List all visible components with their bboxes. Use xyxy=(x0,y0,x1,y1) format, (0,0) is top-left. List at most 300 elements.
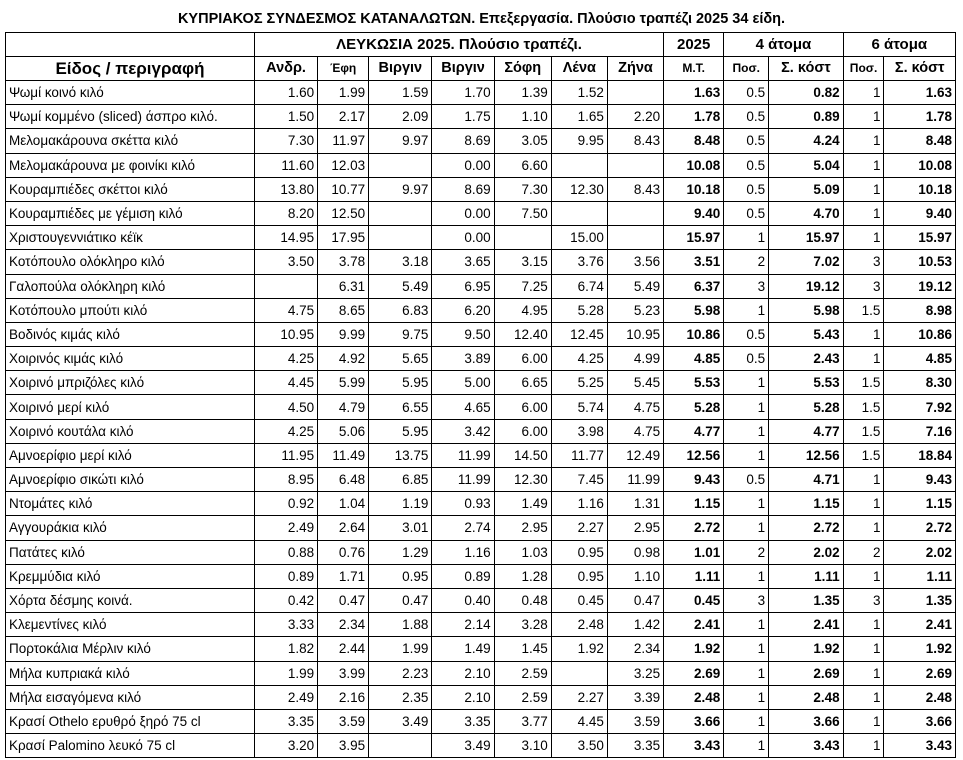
cell-zina xyxy=(607,201,663,225)
cell-qty6: 1.5 xyxy=(843,298,884,322)
cell-qty6: 1 xyxy=(843,685,884,709)
cell-virgin1: 3.49 xyxy=(369,709,432,733)
cell-item: Αμνοερίφιο σικώτι κιλό xyxy=(6,468,255,492)
cell-virgin2: 3.49 xyxy=(432,734,494,758)
cell-zina: 0.47 xyxy=(607,588,663,612)
cell-qty4: 1 xyxy=(724,685,769,709)
header-row-columns xyxy=(6,57,956,81)
cell-lena: 3.76 xyxy=(551,250,607,274)
header-group-6: 6 άτομα xyxy=(843,33,955,57)
cell-sofi: 7.50 xyxy=(494,201,551,225)
cell-zina: 5.23 xyxy=(607,298,663,322)
cell-virgin2: 9.50 xyxy=(432,322,494,346)
table-row xyxy=(6,371,956,395)
cell-lena: 5.28 xyxy=(551,298,607,322)
cell-qty4: 0.5 xyxy=(724,201,769,225)
cell-zina: 0.98 xyxy=(607,540,663,564)
cell-andr: 3.20 xyxy=(254,734,317,758)
cell-sofi: 14.50 xyxy=(494,443,551,467)
cell-cost6: 8.48 xyxy=(884,129,956,153)
cell-andr: 1.60 xyxy=(254,81,317,105)
cell-qty4: 1 xyxy=(724,637,769,661)
cell-zina: 5.49 xyxy=(607,274,663,298)
cell-qty4: 1 xyxy=(724,516,769,540)
cell-zina: 3.35 xyxy=(607,734,663,758)
cell-mt: 6.37 xyxy=(664,274,724,298)
cell-cost4: 4.77 xyxy=(769,419,843,443)
cell-sofi: 2.95 xyxy=(494,516,551,540)
cell-virgin1: 3.01 xyxy=(369,516,432,540)
cell-qty4: 1 xyxy=(724,661,769,685)
cell-qty4: 0.5 xyxy=(724,153,769,177)
cell-andr: 0.89 xyxy=(254,564,317,588)
cell-lena: 11.77 xyxy=(551,443,607,467)
cell-item: Χοιρινό μερί κιλό xyxy=(6,395,255,419)
cell-cost4: 0.89 xyxy=(769,105,843,129)
cell-item: Χόρτα δέσμης κοινά. xyxy=(6,588,255,612)
cell-virgin1: 2.09 xyxy=(369,105,432,129)
cell-virgin2: 2.14 xyxy=(432,613,494,637)
cell-lena: 2.48 xyxy=(551,613,607,637)
cell-sofi: 7.30 xyxy=(494,177,551,201)
cell-andr: 2.49 xyxy=(254,685,317,709)
cell-cost4: 19.12 xyxy=(769,274,843,298)
cell-cost6: 4.85 xyxy=(884,347,956,371)
cell-efi: 8.65 xyxy=(318,298,369,322)
cell-virgin2: 4.65 xyxy=(432,395,494,419)
cell-andr: 3.50 xyxy=(254,250,317,274)
cell-mt: 10.86 xyxy=(664,322,724,346)
cell-sofi: 6.60 xyxy=(494,153,551,177)
cell-virgin2: 1.75 xyxy=(432,105,494,129)
header-year: 2025 xyxy=(664,33,724,57)
cell-qty4: 1 xyxy=(724,613,769,637)
cell-zina: 2.20 xyxy=(607,105,663,129)
cell-cost6: 8.98 xyxy=(884,298,956,322)
cell-mt: 5.98 xyxy=(664,298,724,322)
table-row xyxy=(6,250,956,274)
cell-cost6: 1.35 xyxy=(884,588,956,612)
cell-andr: 0.88 xyxy=(254,540,317,564)
cell-andr: 14.95 xyxy=(254,226,317,250)
cell-cost6: 10.18 xyxy=(884,177,956,201)
cell-cost4: 15.97 xyxy=(769,226,843,250)
table-row xyxy=(6,395,956,419)
cell-mt: 0.45 xyxy=(664,588,724,612)
cell-virgin2: 2.10 xyxy=(432,685,494,709)
cell-efi: 4.92 xyxy=(318,347,369,371)
cell-sofi: 3.77 xyxy=(494,709,551,733)
cell-andr: 8.95 xyxy=(254,468,317,492)
cell-zina xyxy=(607,153,663,177)
cell-cost6: 1.92 xyxy=(884,637,956,661)
cell-sofi: 7.25 xyxy=(494,274,551,298)
cell-cost6: 7.16 xyxy=(884,419,956,443)
cell-cost4: 12.56 xyxy=(769,443,843,467)
cell-cost4: 5.43 xyxy=(769,322,843,346)
cell-virgin1: 13.75 xyxy=(369,443,432,467)
cell-cost4: 4.71 xyxy=(769,468,843,492)
cell-sofi: 12.30 xyxy=(494,468,551,492)
cell-virgin1: 1.19 xyxy=(369,492,432,516)
cell-qty6: 1 xyxy=(843,468,884,492)
cell-qty4: 0.5 xyxy=(724,81,769,105)
cell-mt: 1.15 xyxy=(664,492,724,516)
column-header-cost4: Σ. κόστ xyxy=(769,57,843,81)
cell-virgin2: 1.16 xyxy=(432,540,494,564)
cell-virgin1: 1.59 xyxy=(369,81,432,105)
cell-efi: 2.64 xyxy=(318,516,369,540)
cell-virgin1: 9.97 xyxy=(369,129,432,153)
cell-andr: 1.99 xyxy=(254,661,317,685)
cell-lena: 12.45 xyxy=(551,322,607,346)
cell-cost4: 3.66 xyxy=(769,709,843,733)
cell-virgin2: 0.00 xyxy=(432,153,494,177)
cell-lena: 4.25 xyxy=(551,347,607,371)
table-row xyxy=(6,734,956,758)
table-row xyxy=(6,81,956,105)
cell-zina: 4.75 xyxy=(607,395,663,419)
cell-qty4: 1 xyxy=(724,298,769,322)
cell-andr: 4.75 xyxy=(254,298,317,322)
cell-mt: 1.63 xyxy=(664,81,724,105)
cell-zina: 8.43 xyxy=(607,129,663,153)
cell-andr: 4.25 xyxy=(254,419,317,443)
cell-virgin1: 6.83 xyxy=(369,298,432,322)
cell-mt: 5.53 xyxy=(664,371,724,395)
cell-lena: 6.74 xyxy=(551,274,607,298)
cell-cost6: 2.72 xyxy=(884,516,956,540)
cell-virgin1: 1.88 xyxy=(369,613,432,637)
cell-cost4: 2.02 xyxy=(769,540,843,564)
cell-item: Μήλα κυπριακά κιλό xyxy=(6,661,255,685)
column-header-lena: Λένα xyxy=(551,57,607,81)
cell-andr: 2.49 xyxy=(254,516,317,540)
cell-mt: 8.48 xyxy=(664,129,724,153)
cell-qty6: 1 xyxy=(843,153,884,177)
table-row xyxy=(6,419,956,443)
cell-lena: 5.25 xyxy=(551,371,607,395)
table-row xyxy=(6,443,956,467)
cell-cost6: 2.69 xyxy=(884,661,956,685)
cell-qty6: 1 xyxy=(843,709,884,733)
cell-cost4: 7.02 xyxy=(769,250,843,274)
cell-virgin1: 9.75 xyxy=(369,322,432,346)
cell-virgin2: 3.35 xyxy=(432,709,494,733)
cell-mt: 9.40 xyxy=(664,201,724,225)
cell-cost6: 2.41 xyxy=(884,613,956,637)
cell-item: Κλεμεντίνες κιλό xyxy=(6,613,255,637)
cell-qty6: 1 xyxy=(843,661,884,685)
table-row xyxy=(6,274,956,298)
cell-andr: 4.50 xyxy=(254,395,317,419)
cell-sofi: 0.48 xyxy=(494,588,551,612)
cell-sofi: 1.10 xyxy=(494,105,551,129)
cell-mt: 1.92 xyxy=(664,637,724,661)
cell-item: Κρασί Othelo ερυθρό ξηρό 75 cl xyxy=(6,709,255,733)
cell-andr: 11.95 xyxy=(254,443,317,467)
cell-virgin2: 6.95 xyxy=(432,274,494,298)
cell-item: Ψωμί κομμένο (sliced) άσπρο κιλό. xyxy=(6,105,255,129)
cell-zina: 3.56 xyxy=(607,250,663,274)
cell-virgin2: 6.20 xyxy=(432,298,494,322)
cell-virgin1 xyxy=(369,226,432,250)
cell-cost6: 7.92 xyxy=(884,395,956,419)
cell-efi: 0.76 xyxy=(318,540,369,564)
cell-qty6: 1 xyxy=(843,637,884,661)
cell-qty6: 1 xyxy=(843,516,884,540)
cell-item: Γαλοπούλα ολόκληρη κιλό xyxy=(6,274,255,298)
cell-zina: 1.10 xyxy=(607,564,663,588)
column-header-sofi: Σόφη xyxy=(494,57,551,81)
cell-efi: 3.78 xyxy=(318,250,369,274)
cell-item: Μελομακάρουνα με φοινίκι κιλό xyxy=(6,153,255,177)
cell-virgin1: 6.85 xyxy=(369,468,432,492)
cell-lena: 1.92 xyxy=(551,637,607,661)
sheet-title: ΚΥΠΡΙΑΚΟΣ ΣΥΝΔΕΣΜΟΣ ΚΑΤΑΝΑΛΩΤΩΝ. Επεξεργασία. Πλούσιο τραπέζι 2025 34 είδη. xyxy=(177,11,786,27)
cell-virgin2: 1.70 xyxy=(432,81,494,105)
cell-qty4: 1 xyxy=(724,371,769,395)
table-row xyxy=(6,226,956,250)
cell-qty6: 1 xyxy=(843,226,884,250)
cell-mt: 5.28 xyxy=(664,395,724,419)
cell-cost6: 19.12 xyxy=(884,274,956,298)
cell-cost6: 2.02 xyxy=(884,540,956,564)
cell-lena: 2.27 xyxy=(551,685,607,709)
cell-cost4: 1.15 xyxy=(769,492,843,516)
cell-qty4: 1 xyxy=(724,419,769,443)
cell-item: Κοτόπουλο μπούτι κιλό xyxy=(6,298,255,322)
cell-qty4: 1 xyxy=(724,443,769,467)
cell-zina: 3.25 xyxy=(607,661,663,685)
cell-sofi: 1.49 xyxy=(494,492,551,516)
cell-virgin2: 0.00 xyxy=(432,201,494,225)
column-header-qty4: Ποσ. xyxy=(724,57,769,81)
cell-cost6: 10.86 xyxy=(884,322,956,346)
cell-cost4: 3.43 xyxy=(769,734,843,758)
header-blank-cell xyxy=(6,33,255,57)
cell-cost6: 2.48 xyxy=(884,685,956,709)
cell-virgin1 xyxy=(369,201,432,225)
cell-cost4: 2.41 xyxy=(769,613,843,637)
cell-qty6: 3 xyxy=(843,274,884,298)
cell-lena: 3.50 xyxy=(551,734,607,758)
cell-sofi: 2.59 xyxy=(494,685,551,709)
cell-cost6: 10.53 xyxy=(884,250,956,274)
cell-sofi: 1.28 xyxy=(494,564,551,588)
column-header-virgin1: Βιργιν xyxy=(369,57,432,81)
column-header-qty6: Ποσ. xyxy=(843,57,884,81)
cell-virgin1: 1.29 xyxy=(369,540,432,564)
column-header-cost6: Σ. κόστ xyxy=(884,57,956,81)
cell-qty6: 1 xyxy=(843,322,884,346)
cell-cost4: 5.53 xyxy=(769,371,843,395)
cell-efi: 5.99 xyxy=(318,371,369,395)
cell-efi: 4.79 xyxy=(318,395,369,419)
cell-cost4: 5.98 xyxy=(769,298,843,322)
cell-virgin2: 0.40 xyxy=(432,588,494,612)
table-row xyxy=(6,468,956,492)
cell-sofi: 6.00 xyxy=(494,395,551,419)
cell-virgin2: 11.99 xyxy=(432,443,494,467)
cell-sofi: 4.95 xyxy=(494,298,551,322)
cell-efi: 2.44 xyxy=(318,637,369,661)
price-table xyxy=(5,32,956,758)
cell-item: Κουραμπιέδες με γέμιση κιλό xyxy=(6,201,255,225)
table-row xyxy=(6,201,956,225)
cell-mt: 3.51 xyxy=(664,250,724,274)
header-group-4: 4 άτομα xyxy=(724,33,843,57)
cell-sofi: 3.10 xyxy=(494,734,551,758)
cell-cost6: 1.11 xyxy=(884,564,956,588)
table-row xyxy=(6,564,956,588)
cell-item: Πατάτες κιλό xyxy=(6,540,255,564)
cell-qty6: 1 xyxy=(843,129,884,153)
cell-cost6: 18.84 xyxy=(884,443,956,467)
cell-virgin2: 0.00 xyxy=(432,226,494,250)
cell-efi: 1.71 xyxy=(318,564,369,588)
cell-item: Βοδινός κιμάς κιλό xyxy=(6,322,255,346)
cell-lena xyxy=(551,153,607,177)
table-row xyxy=(6,661,956,685)
cell-mt: 3.43 xyxy=(664,734,724,758)
cell-qty4: 0.5 xyxy=(724,347,769,371)
cell-zina xyxy=(607,226,663,250)
cell-andr: 11.60 xyxy=(254,153,317,177)
cell-qty4: 0.5 xyxy=(724,105,769,129)
cell-virgin1: 6.55 xyxy=(369,395,432,419)
cell-sofi: 3.15 xyxy=(494,250,551,274)
table-row xyxy=(6,177,956,201)
cell-item: Χοιρινός κιμάς κιλό xyxy=(6,347,255,371)
cell-qty6: 1.5 xyxy=(843,371,884,395)
cell-zina: 11.99 xyxy=(607,468,663,492)
cell-cost4: 5.28 xyxy=(769,395,843,419)
cell-efi: 3.95 xyxy=(318,734,369,758)
cell-andr xyxy=(254,274,317,298)
cell-andr: 8.20 xyxy=(254,201,317,225)
header-group-prices: ΛΕΥΚΩΣΙΑ 2025. Πλούσιο τραπέζι. xyxy=(254,33,663,57)
cell-cost6: 3.43 xyxy=(884,734,956,758)
cell-item: Χοιρινό μπριζόλες κιλό xyxy=(6,371,255,395)
cell-qty6: 3 xyxy=(843,250,884,274)
cell-andr: 10.95 xyxy=(254,322,317,346)
table-row xyxy=(6,637,956,661)
cell-qty6: 2 xyxy=(843,540,884,564)
cell-virgin2: 3.42 xyxy=(432,419,494,443)
cell-zina: 2.95 xyxy=(607,516,663,540)
cell-efi: 10.77 xyxy=(318,177,369,201)
cell-virgin2: 8.69 xyxy=(432,129,494,153)
column-header-virgin2: Βιργιν xyxy=(432,57,494,81)
cell-qty6: 1.5 xyxy=(843,395,884,419)
cell-lena: 15.00 xyxy=(551,226,607,250)
cell-sofi: 1.45 xyxy=(494,637,551,661)
cell-qty4: 0.5 xyxy=(724,129,769,153)
cell-zina: 1.31 xyxy=(607,492,663,516)
cell-sofi: 6.00 xyxy=(494,347,551,371)
table-row xyxy=(6,492,956,516)
cell-qty4: 0.5 xyxy=(724,468,769,492)
cell-efi: 2.16 xyxy=(318,685,369,709)
cell-cost4: 0.82 xyxy=(769,81,843,105)
cell-virgin1 xyxy=(369,734,432,758)
cell-andr: 0.92 xyxy=(254,492,317,516)
cell-virgin1: 3.18 xyxy=(369,250,432,274)
cell-sofi: 1.03 xyxy=(494,540,551,564)
column-header-item: Είδος / περιγραφή xyxy=(6,57,255,81)
cell-andr: 4.25 xyxy=(254,347,317,371)
cell-sofi xyxy=(494,226,551,250)
cell-qty6: 1.5 xyxy=(843,419,884,443)
cell-virgin2: 5.00 xyxy=(432,371,494,395)
table-row xyxy=(6,613,956,637)
cell-efi: 6.48 xyxy=(318,468,369,492)
cell-efi: 17.95 xyxy=(318,226,369,250)
table-row xyxy=(6,153,956,177)
cell-item: Χριστουγεννιάτικο κέϊκ xyxy=(6,226,255,250)
cell-item: Κρεμμύδια κιλό xyxy=(6,564,255,588)
column-header-zina: Ζήνα xyxy=(607,57,663,81)
cell-lena: 1.65 xyxy=(551,105,607,129)
table-row xyxy=(6,129,956,153)
cell-mt: 2.72 xyxy=(664,516,724,540)
cell-virgin2: 11.99 xyxy=(432,468,494,492)
cell-lena: 0.95 xyxy=(551,540,607,564)
cell-qty6: 1 xyxy=(843,613,884,637)
cell-mt: 10.08 xyxy=(664,153,724,177)
cell-efi: 0.47 xyxy=(318,588,369,612)
cell-zina: 3.59 xyxy=(607,709,663,733)
cell-qty4: 1 xyxy=(724,226,769,250)
cell-andr: 4.45 xyxy=(254,371,317,395)
cell-sofi: 6.65 xyxy=(494,371,551,395)
table-row xyxy=(6,709,956,733)
cell-efi: 5.06 xyxy=(318,419,369,443)
cell-lena xyxy=(551,661,607,685)
cell-virgin2: 0.93 xyxy=(432,492,494,516)
cell-virgin2: 2.10 xyxy=(432,661,494,685)
cell-sofi: 6.00 xyxy=(494,419,551,443)
cell-mt: 1.78 xyxy=(664,105,724,129)
cell-qty6: 1 xyxy=(843,81,884,105)
cell-mt: 2.69 xyxy=(664,661,724,685)
cell-cost6: 8.30 xyxy=(884,371,956,395)
cell-sofi: 12.40 xyxy=(494,322,551,346)
cell-efi: 2.34 xyxy=(318,613,369,637)
cell-lena: 0.45 xyxy=(551,588,607,612)
cell-mt: 4.77 xyxy=(664,419,724,443)
cell-virgin1: 5.65 xyxy=(369,347,432,371)
cell-item: Ντομάτες κιλό xyxy=(6,492,255,516)
cell-zina: 8.43 xyxy=(607,177,663,201)
cell-qty4: 1 xyxy=(724,709,769,733)
cell-efi: 9.99 xyxy=(318,322,369,346)
cell-cost6: 15.97 xyxy=(884,226,956,250)
cell-qty6: 1 xyxy=(843,564,884,588)
cell-lena: 2.27 xyxy=(551,516,607,540)
cell-virgin2: 3.89 xyxy=(432,347,494,371)
cell-item: Χοιρινό κουτάλα κιλό xyxy=(6,419,255,443)
cell-mt: 2.48 xyxy=(664,685,724,709)
cell-andr: 7.30 xyxy=(254,129,317,153)
cell-efi: 2.17 xyxy=(318,105,369,129)
cell-mt: 3.66 xyxy=(664,709,724,733)
cell-lena: 1.16 xyxy=(551,492,607,516)
cell-cost4: 1.11 xyxy=(769,564,843,588)
cell-qty4: 1 xyxy=(724,395,769,419)
table-row xyxy=(6,347,956,371)
